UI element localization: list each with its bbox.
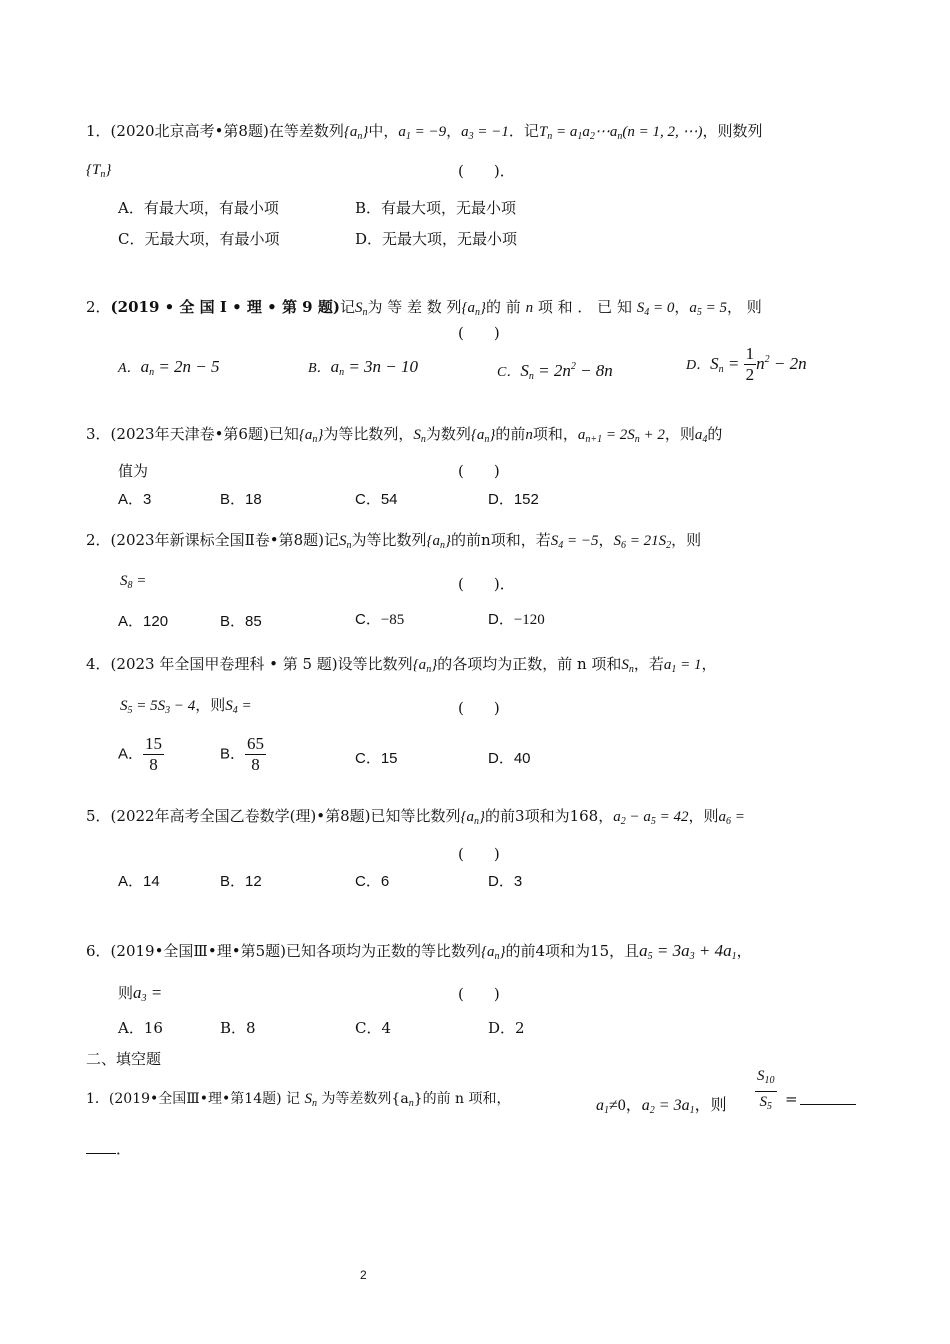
q1-stem: 1．(2020北京高考•第8题)在等差数列$\{a_n\}$中，$a_1 = -9$，$a_3 = -1$．记$T_n$ = $a_1a_2\cdots a_n(n = 1$, 2, ⋯)，则数列 xyxy=(86,122,763,142)
q5-option-c: C．15 xyxy=(355,750,398,767)
answer-blank-continued[interactable] xyxy=(86,1153,116,1154)
fraction: $\frac{15}{8}$ xyxy=(145,734,163,774)
q5-answer-paren: ( ) xyxy=(458,699,500,717)
section-heading: 二、填空题 xyxy=(86,1050,162,1068)
q2-option-d: D．$S_n$ = $\frac{1}{2}$ $n^2 - 2n$ xyxy=(686,344,807,384)
answer-blank[interactable] xyxy=(800,1104,856,1105)
q3-stem: 3．(2023年天津卷•第6题)已知$\{a_n\}$为等比数列，$S_n$为数列$\{a_n\}$的前n项和，$a_{n+1} = 2S_n + 2$，则$a_4$的 xyxy=(86,425,723,445)
q3-answer-paren: ( ) xyxy=(458,462,500,480)
q3-option-a: A．3 xyxy=(118,491,152,508)
q7-answer-paren: ( ) xyxy=(458,985,500,1003)
q6-stem: 5．(2022年高考全国乙卷数学(理)•第8题)已知等比数列$\{a_n\}$的前3项和为168，$a_2 - a_5 = 42$，则$a_6$ = xyxy=(86,807,745,827)
q4-answer-paren: ( )． xyxy=(458,575,515,593)
q2-option-a: A．$a_n = 2n - 5$ xyxy=(118,357,220,378)
q1-option-a: A．有最大项，有最小项 xyxy=(118,199,279,217)
q1-option-c: C．无最大项，有最小项 xyxy=(118,230,280,248)
seq-tn: $\{T_n\}$ xyxy=(86,162,112,180)
q7-stem: 6．(2019•全国Ⅲ•理•第5题)已知各项均为正数的等比数列$\{a_n\}$的前4项和为15，且$a_5 = 3a_3 + 4a_1$， xyxy=(86,941,752,962)
q5-option-a: A． $\frac{15}{8}$ xyxy=(118,734,163,774)
q5-option-b: B． $\frac{65}{8}$ xyxy=(220,734,265,774)
q1-line2 xyxy=(86,158,111,186)
q2-stem: 2．(2019 • 全 国 Ⅰ • 理 • 第 9 题)记$S_n$为 等 差 数 列$\{a_n\}$的 前 n 项 和 ． 已 知 $S_4 = 0$，$a_5 = 5$， 则 xyxy=(86,298,762,318)
q4-option-c: C．−85 xyxy=(355,611,405,628)
q3-line2: 值为 xyxy=(118,462,149,480)
q2-option-b: B．$a_n = 3n - 10$ xyxy=(308,357,419,378)
q6-option-a: A．14 xyxy=(118,873,160,890)
q7-option-c: C．4 xyxy=(355,1019,392,1037)
q4-option-b: B．85 xyxy=(220,613,262,630)
q7-option-d: D．2 xyxy=(488,1019,525,1037)
q7-option-b: B．8 xyxy=(220,1019,256,1037)
eq-tn: $T_n$ = $a_1a_2\cdots a_n(n = 1$, 2, ⋯) xyxy=(538,124,703,142)
q4-option-a: A．120 xyxy=(118,613,169,630)
q2-answer-paren: ( ) xyxy=(458,324,500,342)
q6-answer-paren: ( ) xyxy=(458,845,500,863)
eq-a3: $a_3 = -1$ xyxy=(461,124,509,142)
page-number: 2 xyxy=(360,1268,367,1282)
q2-option-c: C．$S_n = 2n^2 - 8n$ xyxy=(497,361,613,382)
fraction: $\frac{S_{10}}{S_5}$ xyxy=(757,1068,775,1112)
q6-option-c: C．6 xyxy=(355,873,390,890)
q3-option-b: B．18 xyxy=(220,491,262,508)
eq-a1: $a_1 = -9$ xyxy=(398,124,447,142)
q3-option-c: C．54 xyxy=(355,491,398,508)
q1-answer-paren: ( )． xyxy=(458,162,515,180)
q1-option-d: D．无最大项，无最小项 xyxy=(355,230,518,248)
fraction: $\frac{65}{8}$ xyxy=(247,734,265,774)
fill-q1-equals: = xyxy=(785,1090,798,1108)
eq-s4: $S_4 = 0$ xyxy=(636,300,675,318)
fill-q1-end: ． xyxy=(116,1140,132,1158)
q6-option-b: B．12 xyxy=(220,873,262,890)
q5-stem: 4．(2023 年全国甲卷理科 • 第 5 题)设等比数列$\{a_n\}$的各项均为正数，前 n 项和$S_n$，若$a_1 = 1$， xyxy=(86,655,717,675)
q6-option-d: D．3 xyxy=(488,873,523,890)
seq-an: $\{a_n\}$ xyxy=(461,300,487,318)
q5-option-d: D．40 xyxy=(488,750,531,767)
eq-a5: $a_5 = 5$ xyxy=(689,300,727,318)
q4-line2: $S_8$ = xyxy=(120,573,147,591)
seq-an: $\{a_n\}$ xyxy=(343,124,369,142)
q4-stem: 2．(2023年新课标全国Ⅱ卷•第8题)记$S_n$为等比数列$\{a_n\}$的前n项和，若$S_4 = -5$，$S_6 = 21S_2$，则 xyxy=(86,531,702,551)
q3-option-d: D．152 xyxy=(488,491,539,508)
q7-line2: 则$a_3$ = xyxy=(118,983,163,1004)
eq-sn: $S_n$ xyxy=(354,300,368,318)
fill-q1-fraction xyxy=(755,1066,777,1117)
fraction: $\frac{1}{2}$ xyxy=(745,344,755,384)
fill-q1-conditions: $a_1\ne 0$，$a_2 = 3a_1$，则 xyxy=(596,1095,727,1116)
q7-option-a: A．16 xyxy=(118,1019,163,1037)
q1-option-b: B．有最大项，无最小项 xyxy=(355,199,517,217)
q4-option-d: D．−120 xyxy=(488,611,545,628)
fill-q1-stem: 1．(2019•全国Ⅲ•理•第14题) 记 $S_n$ 为等差数列$\{a_n\}$的前 n 项和， xyxy=(86,1091,511,1109)
q5-line2: $S_5 = 5S_3 - 4$，则$S_4$ = xyxy=(120,696,252,716)
